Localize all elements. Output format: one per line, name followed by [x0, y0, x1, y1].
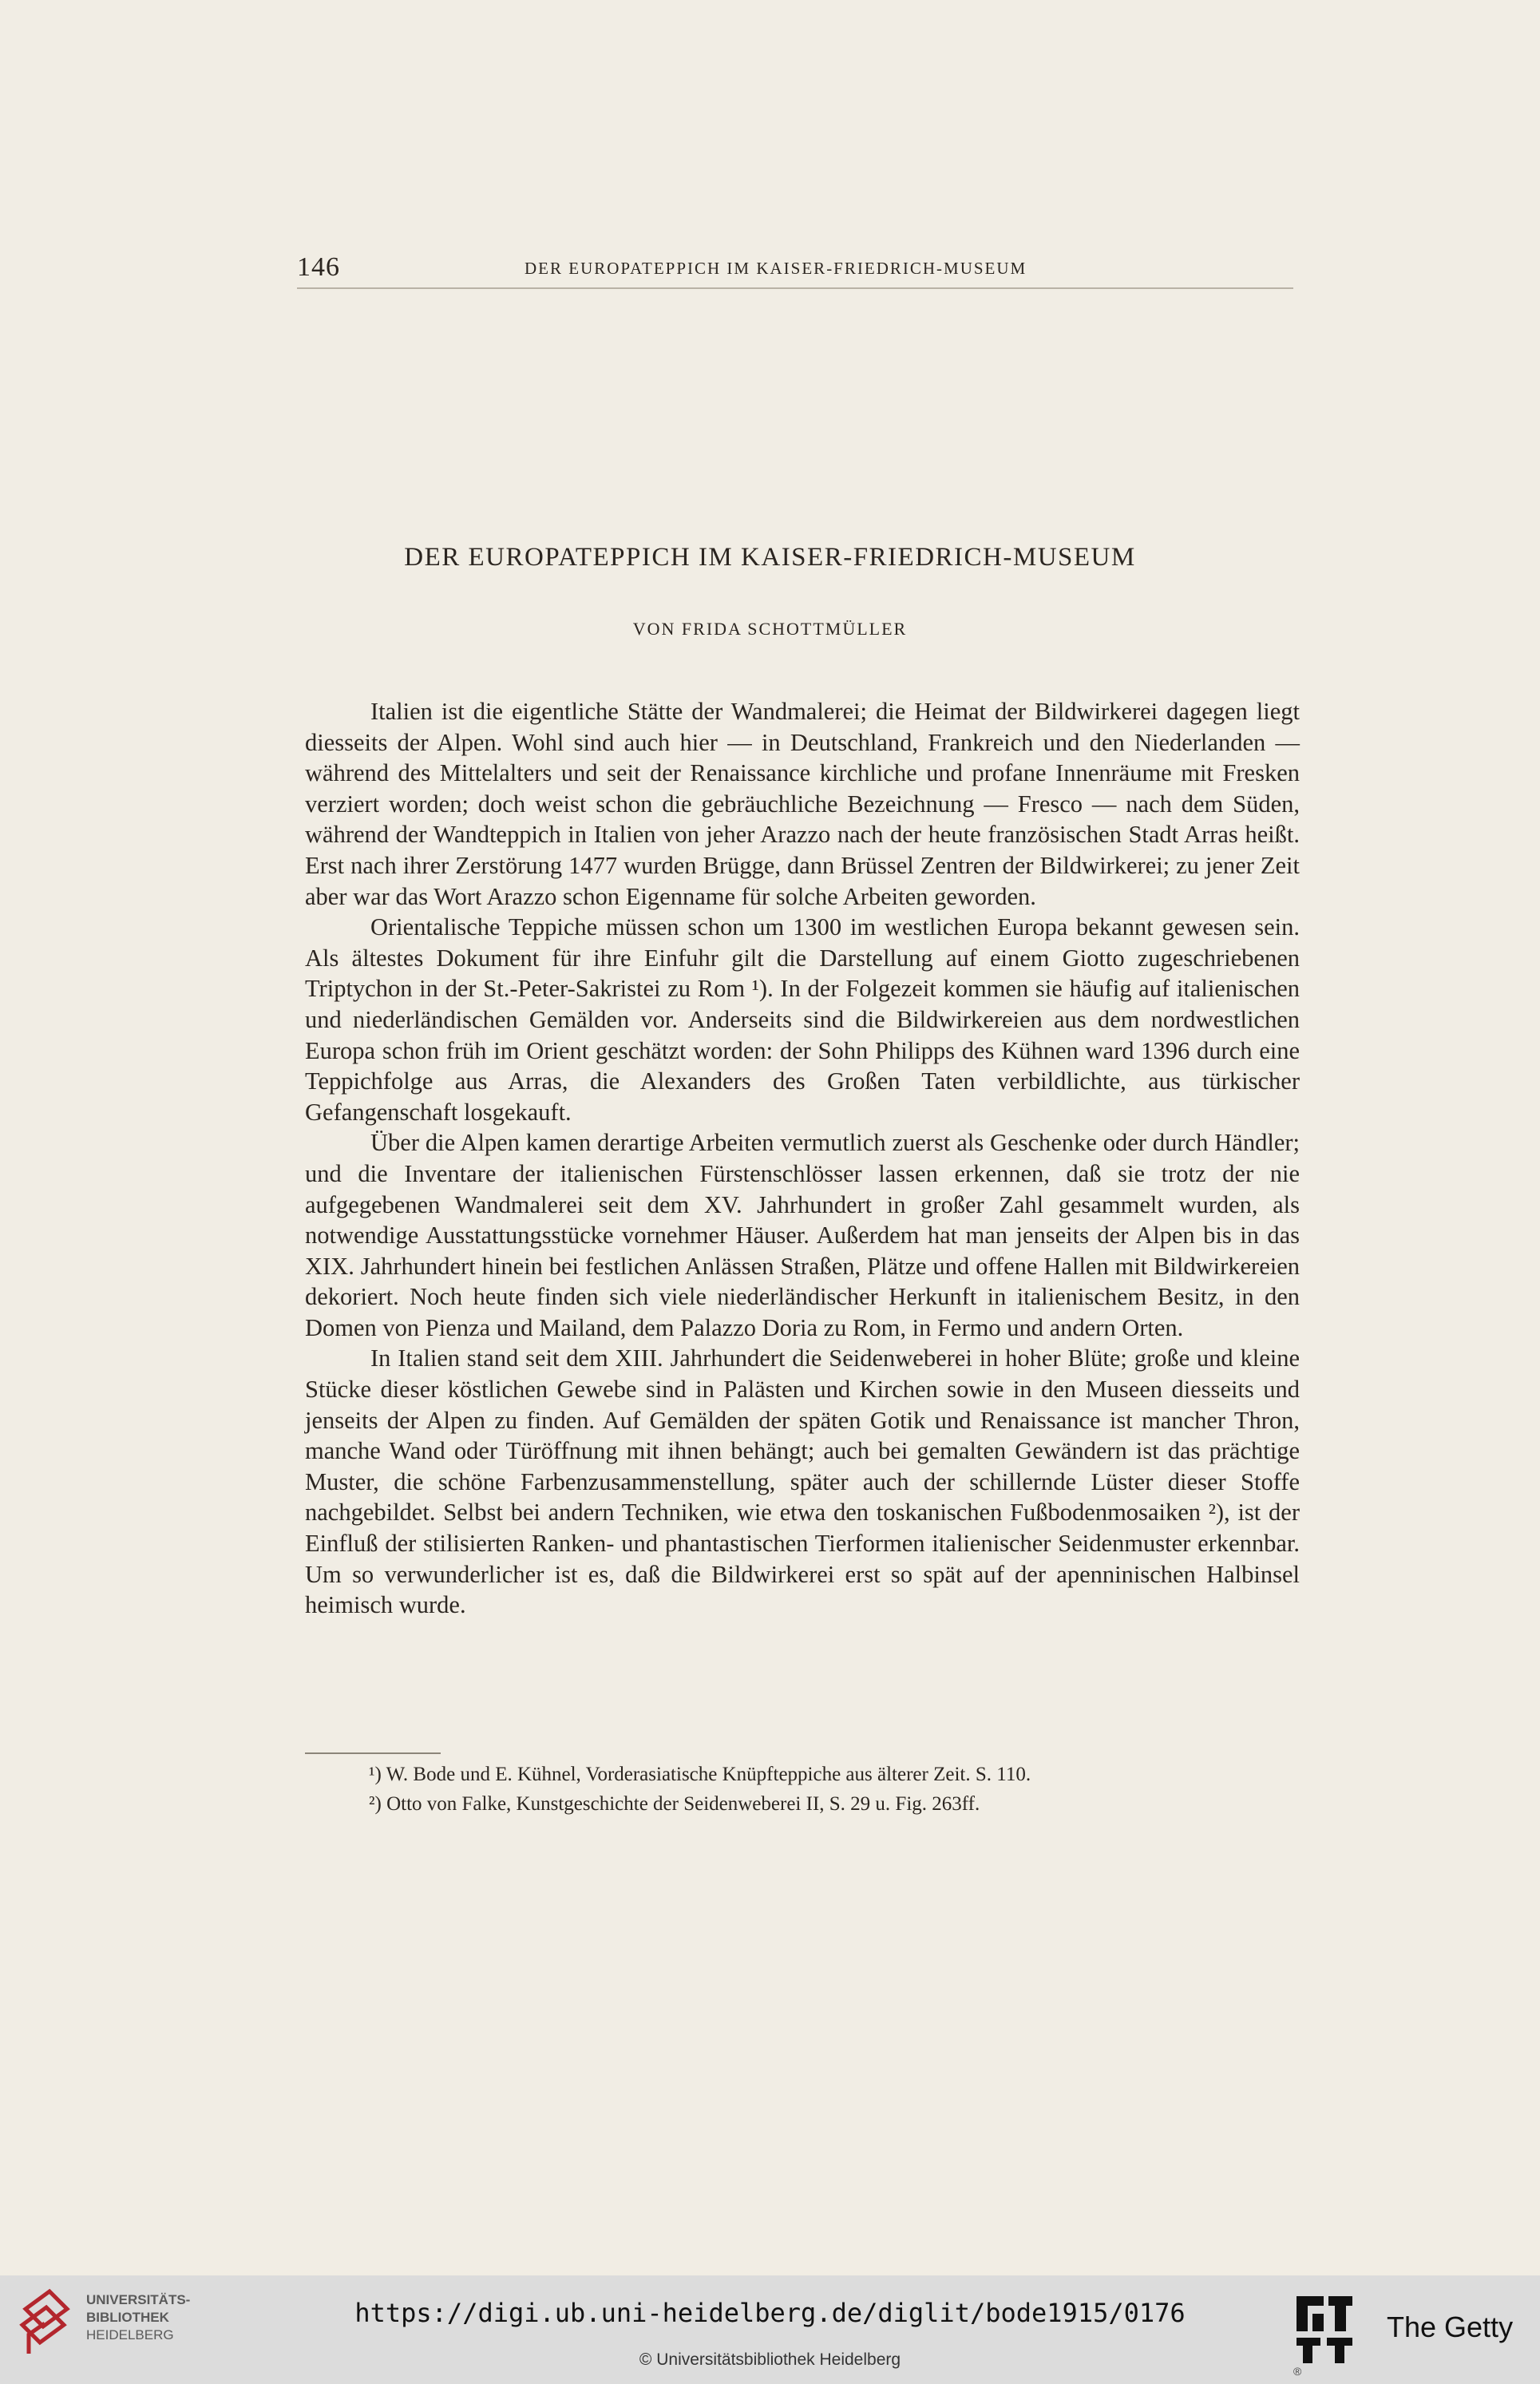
footnote: ¹) W. Bode und E. Kühnel, Vorderasiatische Knüpfteppiche aus älterer Zeit. S. 110. — [369, 1764, 1031, 1785]
permalink-url[interactable]: https://digi.ub.uni-heidelberg.de/diglit/bode1915/0176 — [354, 2298, 1186, 2328]
library-name-line: UNIVERSITÄTS- — [86, 2292, 191, 2307]
article-title: DER EUROPATEPPICH IM KAISER-FRIEDRICH-MUSEUM — [404, 543, 1136, 572]
article-body — [305, 696, 1300, 1621]
viewer-footer — [0, 2275, 1540, 2384]
running-head-title: DER EUROPATEPPICH IM KAISER-FRIEDRICH-MUSEUM — [525, 259, 1027, 278]
paragraph: Orientalische Teppiche müssen schon um 1300 im westlichen Europa bekannt gewesen sein. Als ältestes Dokument für ihre Einfuhr gilt die Darstellung auf einem Giotto zugeschriebenen Triptychon in der St.-Peter-Sakristei zu Rom ¹). In der Folgezeit kommen sie häufig auf italienischen und niederländischen Gemälden vor. Anderseits sind die Bildwirkereien aus dem nordwestlichen Europa schon früh im Orient geschätzt worden: der Sohn Philipps des Kühnen ward 1396 durch eine Teppichfolge aus Arras, die Alexanders des Großen Taten verbildlichte, aus türkischer Gefangenschaft losgekauft. — [305, 913, 1300, 1126]
footnote: ²) Otto von Falke, Kunstgeschichte der Seidenweberei II, S. 29 u. Fig. 263ff. — [369, 1793, 980, 1815]
copyright-notice: © Universitätsbibliothek Heidelberg — [639, 2350, 901, 2369]
getty-logo-icon[interactable] — [1293, 2293, 1357, 2366]
partner-name[interactable]: The Getty — [1387, 2311, 1514, 2343]
paragraph: Italien ist die eigentliche Stätte der Wandmalerei; die Heimat der Bildwirkerei dagegen liegt diesseits der Alpen. Wohl sind auch hier — in Deutschland, Frankreich und den Niederlanden — während des Mittelalters und seit der Renaissance kirchliche und profane Innenräume mit Fresken verziert worden; doch weist schon die gebräuchliche Bezeichnung — Fresco — nach dem Süden, während der Wandteppich in Italien von jeher Arazzo nach der heute französischen Stadt Arras heißt. Erst nach ihrer Zerstörung 1477 wurden Brügge, dann Brüssel Zentren der Bildwirkerei; zu jener Zeit aber war das Wort Arazzo schon Eigenname für solche Arbeiten geworden. — [305, 698, 1300, 910]
library-name-line: BIBLIOTHEK — [86, 2310, 169, 2325]
footnotes — [369, 1760, 1311, 1819]
page-number: 146 — [297, 252, 340, 282]
library-name-line: HEIDELBERG — [86, 2327, 174, 2342]
registered-mark: ® — [1293, 2365, 1302, 2378]
paragraph: Über die Alpen kamen derartige Arbeiten vermutlich zuerst als Geschenke oder durch Händler; und die Inventare der italienischen Fürstenschlösser lassen erkennen, daß sie trotz der nie aufgegebenen Wandmalerei seit dem XV. Jahrhundert in großer Zahl gesammelt wurden, als notwendige Ausstattungsstücke vornehmer Häuser. Außerdem hat man jenseits der Alpen bis in das XIX. Jahrhundert hinein bei festlichen Anlässen Straßen, Plätze und offene Hallen mit Bildwirkereien dekoriert. Noch heute finden sich viele niederländischer Herkunft in italienischem Besitz, in den Domen von Pienza und Mailand, dem Palazzo Doria zu Rom, in Fermo und andern Orten. — [305, 1129, 1300, 1341]
running-head — [297, 248, 1293, 289]
article-author: VON FRIDA SCHOTTMÜLLER — [632, 619, 908, 639]
paragraph: In Italien stand seit dem XIII. Jahrhundert die Seidenweberei in hoher Blüte; große und kleine Stücke dieser köstlichen Gewebe sind in Palästen und Kirchen sowie in den Museen diesseits und jenseits der Alpen zu finden. Auf Gemälden der späten Gotik und Renaissance ist mancher Thron, manche Wand oder Türöffnung mit ihnen behängt; auch bei gemalten Gewändern ist das prächtige Muster, die schöne Farbenzusammenstellung, später auch der schillernde Lüster dieser Stoffe nachgebildet. Selbst bei andern Techniken, wie etwa den toskanischen Fußbodenmosaiken ²), ist der Einfluß der stilisierten Ranken- und phantastischen Tierformen italienischer Seidenmuster erkennbar. Um so verwunderlicher ist es, daß die Bildwirkerei erst so spät auf der apenninischen Halbinsel heimisch wurde. — [305, 1344, 1300, 1619]
footnote-divider — [305, 1752, 441, 1754]
